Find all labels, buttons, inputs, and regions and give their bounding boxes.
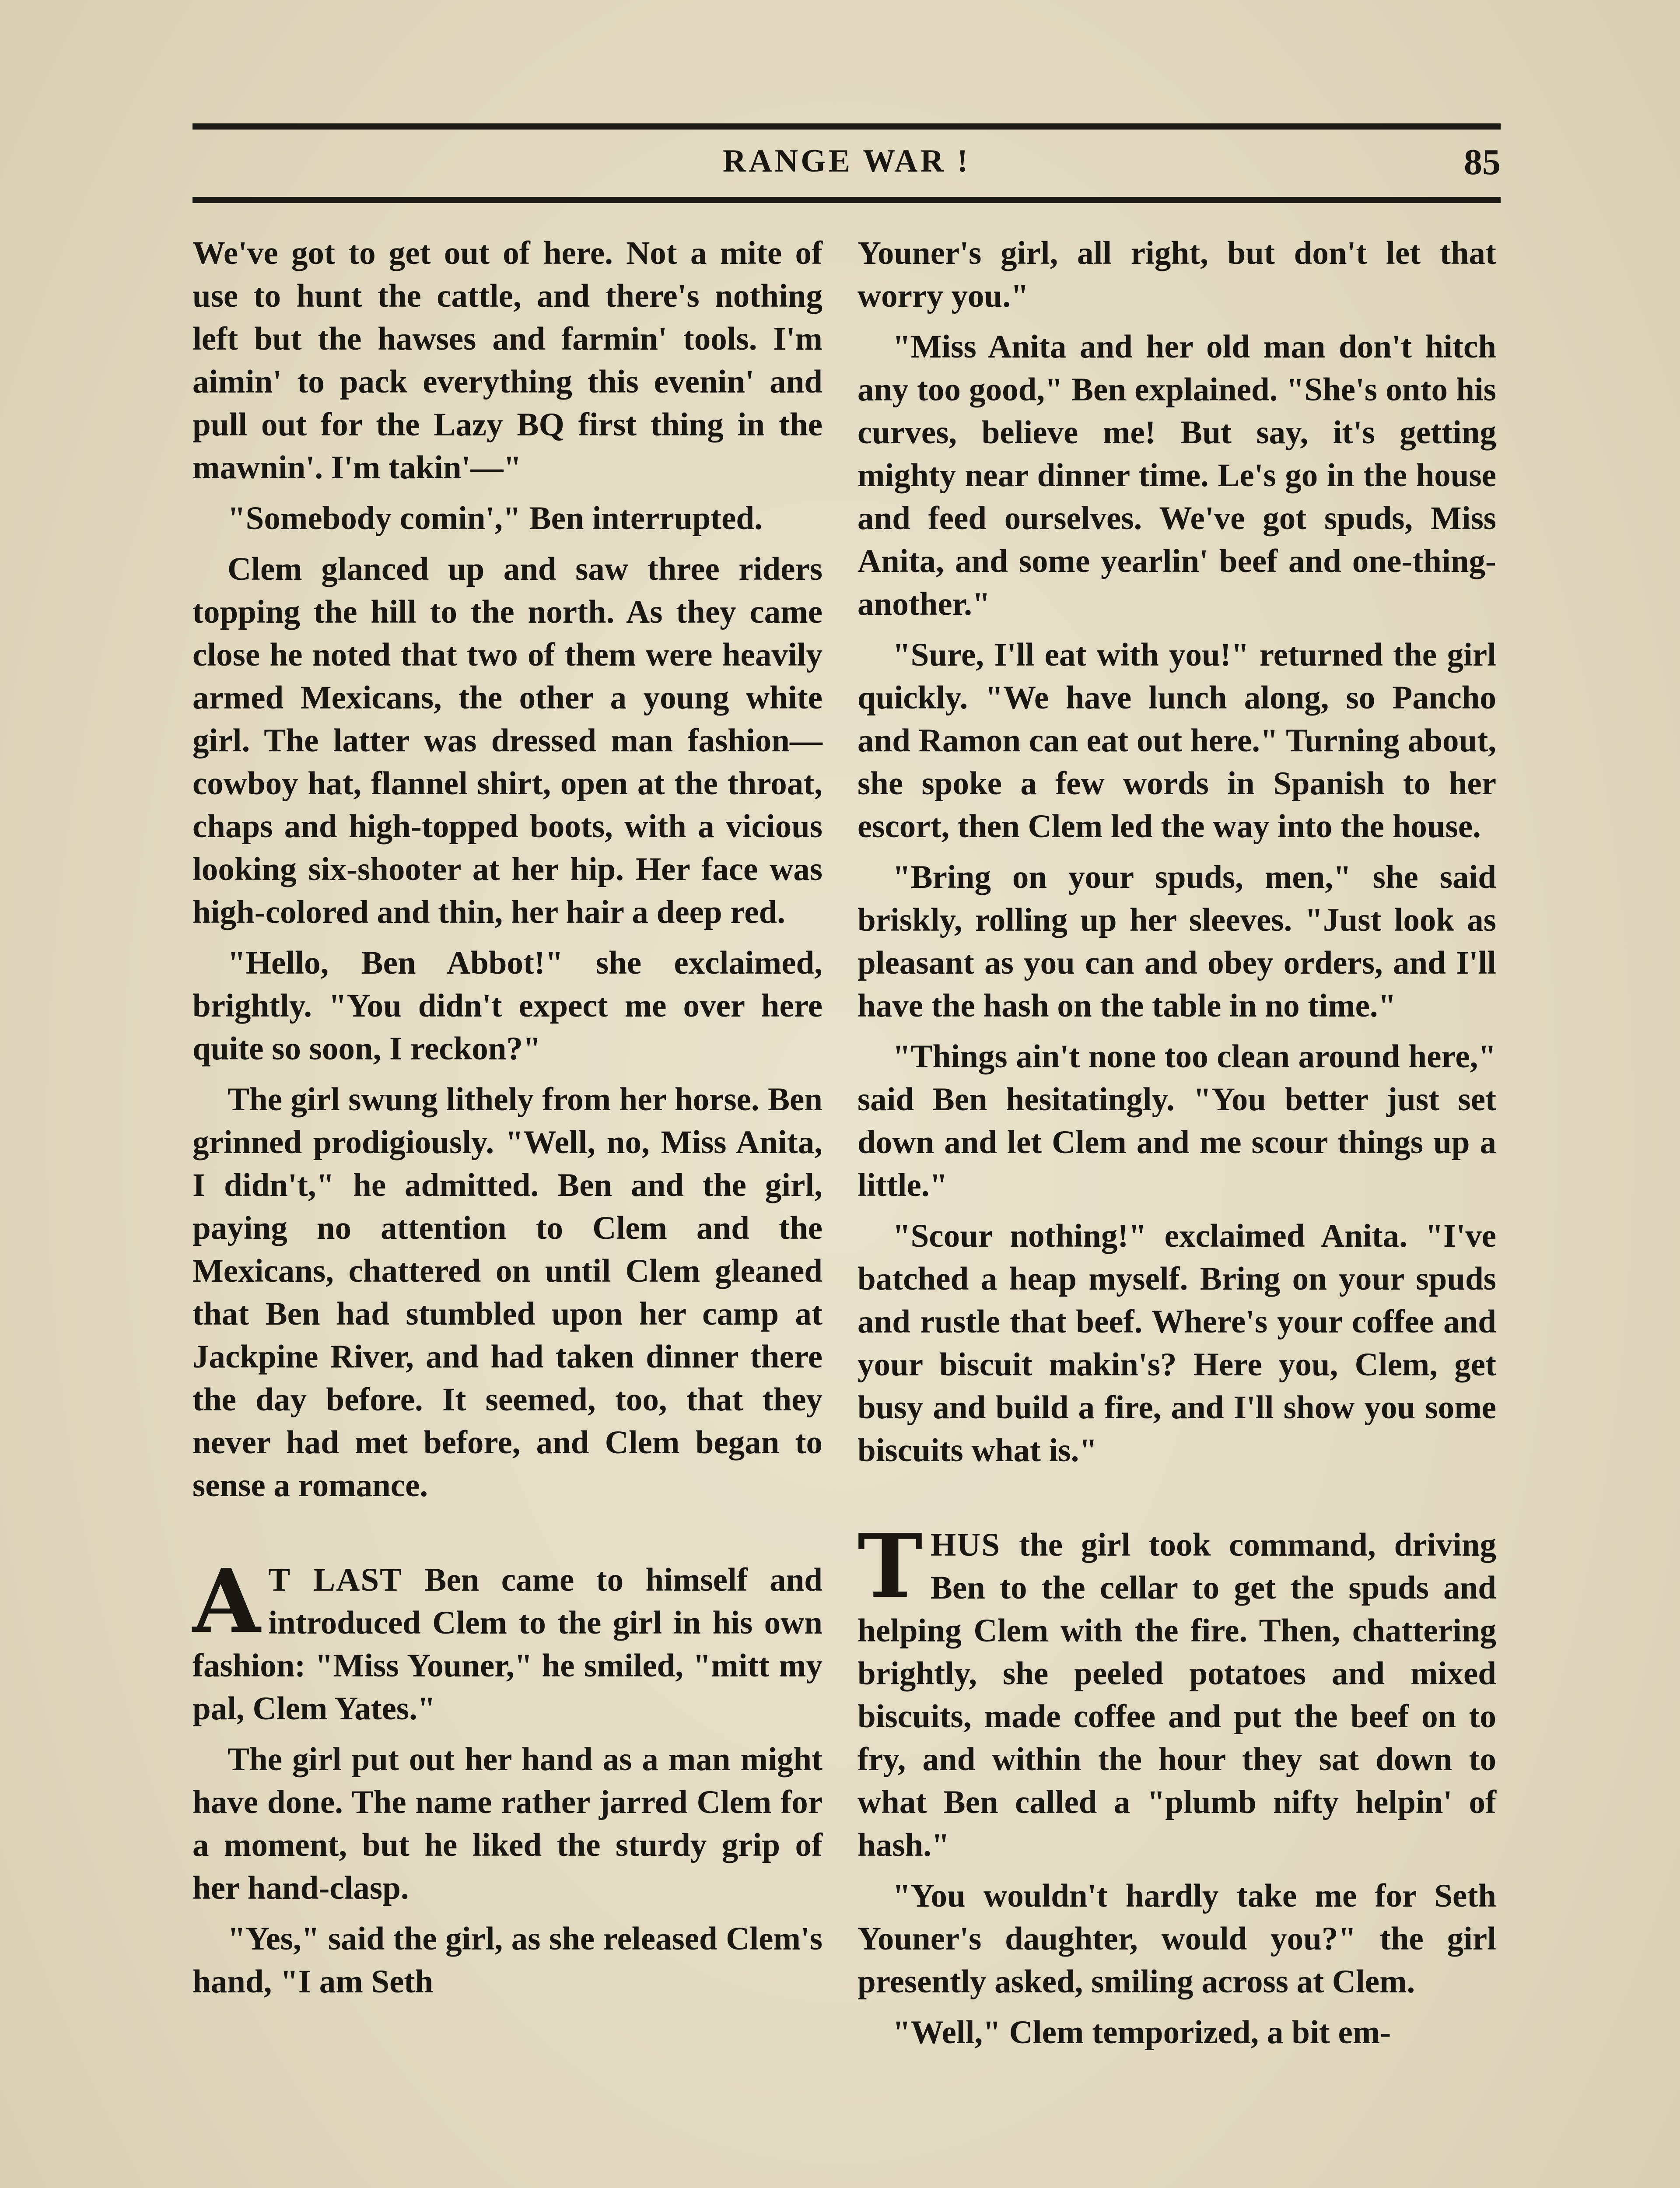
header-top-rule	[192, 123, 1501, 130]
paragraph: "Somebody comin'," Ben interrupted.	[228, 500, 763, 536]
paragraph: "Yes," said the girl, as she released Clem's hand, "I am Seth	[192, 1921, 822, 2000]
paragraph: "Miss Anita and her old man don't hitch any too good," Ben explained. "She's onto his curves, believe me! But say, it's getting mighty near dinner time. Le's go in the house and feed ourselves. We've got spuds, Miss Anita, and some yearlin' beef and one-thing-another."	[858, 329, 1496, 622]
section-opening-paragraph	[192, 1550, 822, 1730]
running-title: RANGE WAR !	[722, 143, 971, 179]
paragraph: "Sure, I'll eat with you!" returned the girl quickly. "We have lunch along, so Pancho and Ramon can eat out here." Turning about, she spoke a few words in Spanish to her escort, then Clem led the way into the house.	[858, 637, 1496, 845]
page-number: 85	[1464, 142, 1501, 182]
left-text-column	[192, 232, 822, 2011]
header-bottom-rule	[192, 197, 1501, 203]
paragraph: The girl put out her hand as a man might have done. The name rather jarred Clem for a moment, but he liked the sturdy grip of her hand-clasp.	[192, 1741, 822, 1906]
paragraph: We've got to get out of here. Not a mite of use to hunt the cattle, and there's nothing left but the hawses and farmin' tools. I'm aimin' to pack everything this evenin' and pull out for the Lazy BQ first thing in the mawnin'. I'm takin'—"	[192, 235, 822, 486]
paragraph: "You wouldn't hardly take me for Seth Youner's daughter, would you?" the girl presently asked, smiling across at Clem.	[858, 1878, 1496, 2000]
paragraph: "Things ain't none too clean around here," said Ben hesitatingly. "You better just set down and let Clem and me scour things up a little."	[858, 1038, 1496, 1203]
paragraph: "Hello, Ben Abbot!" she exclaimed, brightly. "You didn't expect me over here quite so soon, I reckon?"	[192, 945, 822, 1067]
paragraph: Clem glanced up and saw three riders topping the hill to the north. As they came close he noted that two of them were heavily armed Mexicans, the other a young white girl. The latter was dressed man fashion—cowboy hat, flannel shirt, open at the throat, chaps and high-topped boots, with a vicious looking six-shooter at her hip. Her face was high-colored and thin, her hair a deep red.	[192, 551, 822, 930]
section-lead-in: T LAST	[268, 1562, 403, 1598]
section-text: Ben came to himself and introduced Clem to the girl in his own fashion: "Miss Youner," he smiled, "mitt my pal, Clem Yates."	[192, 1562, 822, 1727]
paragraph: "Scour nothing!" exclaimed Anita. "I've batched a heap myself. Bring on your spuds and rustle that beef. Where's your coffee and your biscuit makin's? Here you, Clem, get busy and build a fire, and I'll show you some biscuits what is."	[858, 1218, 1496, 1469]
drop-cap: A	[192, 1550, 261, 1653]
running-header	[192, 131, 1501, 197]
section-opening-paragraph	[858, 1515, 1496, 1867]
paragraph: The girl swung lithely from her horse. Ben grinned prodigiously. "Well, no, Miss Anita, I didn't," he admitted. Ben and the girl, paying no attention to Clem and the Mexicans, chattered on until Clem gleaned that Ben had stumbled upon her camp at Jackpine River, and had taken dinner there the day before. It seemed, too, that they never had met before, and Clem began to sense a romance.	[192, 1081, 822, 1504]
section-text: the girl took command, driving Ben to the cellar to get the spuds and helping Clem with the fire. Then, chattering brightly, she peeled potatoes and mixed biscuits, made coffee and put the beef on to fry, and within the hour they sat down to what Ben called a "plumb nifty helpin' of hash."	[858, 1527, 1496, 1863]
paragraph: Youner's girl, all right, but don't let that worry you."	[858, 235, 1496, 314]
section-lead-in: HUS	[930, 1527, 1001, 1563]
right-text-column	[858, 232, 1496, 2062]
drop-cap: T	[858, 1515, 923, 1618]
paragraph: "Well," Clem temporized, a bit em-	[892, 2014, 1391, 2051]
paragraph: "Bring on your spuds, men," she said briskly, rolling up her sleeves. "Just look as pleasant as you can and obey orders, and I'll have the hash on the table in no time."	[858, 859, 1496, 1024]
